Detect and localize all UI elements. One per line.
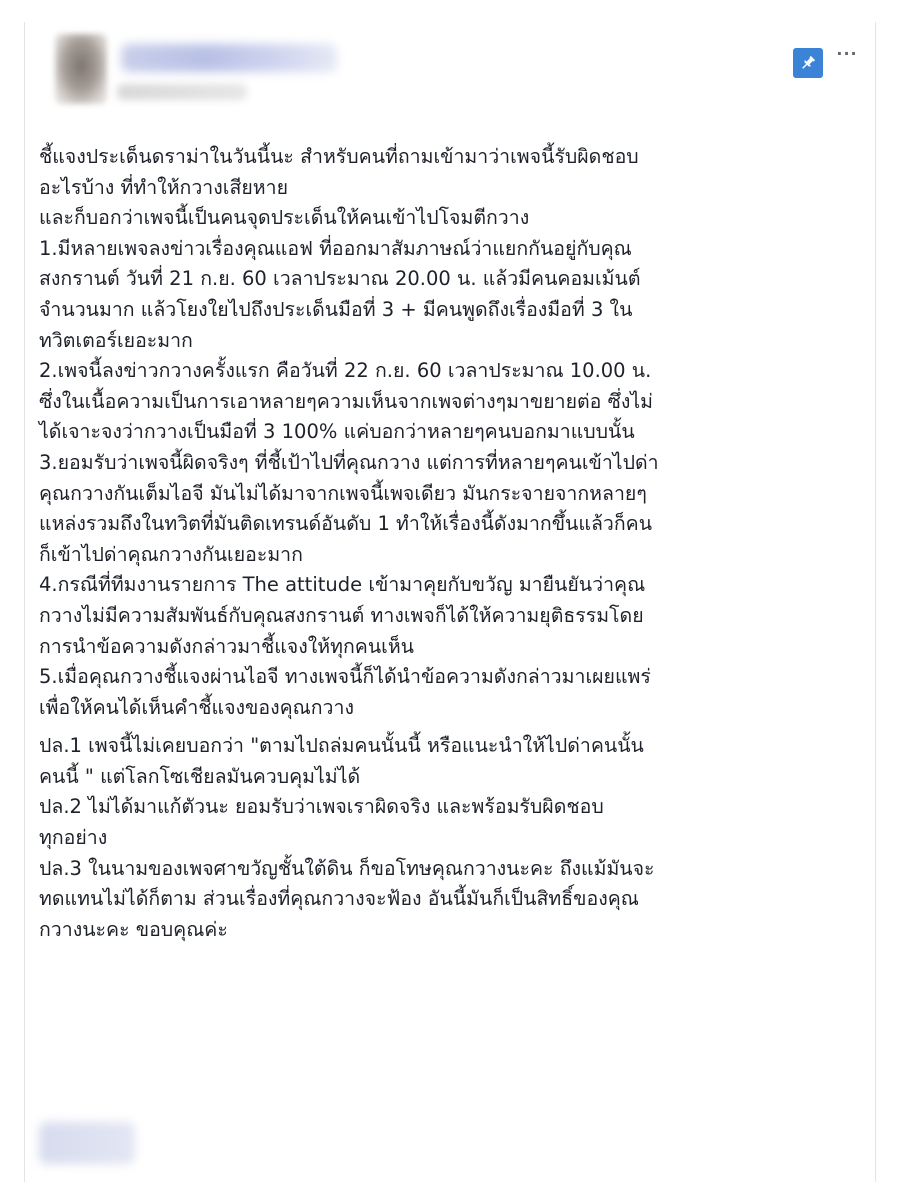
author-avatar[interactable] <box>55 34 107 104</box>
pin-button[interactable] <box>793 48 823 78</box>
post-line: เพื่อให้คนได้เห็นคำชี้แจงของคุณกวาง <box>39 695 354 719</box>
ps-line: ปล.3 ในนามของเพจศาขวัญชั้นใต้ดิน ก็ขอโทษคุณกวางนะคะ ถึงแม้มันจะ <box>39 856 655 880</box>
post-line: อะไรบ้าง ที่ทำให้กวางเสียหาย <box>39 175 288 199</box>
post-line: กวางไม่มีความสัมพันธ์กับคุณสงกรานต์ ทางเพจก็ได้ให้ความยุติธรรมโดย <box>39 603 644 627</box>
ps-line: ทดแทนไม่ได้ก็ตาม ส่วนเรื่องที่คุณกวางจะฟ้อง อันนี้มันก็เป็นสิทธิ์ของคุณ <box>39 887 639 911</box>
post-line: ได้เจาะจงว่ากวางเป็นมือที่ 3 100% แค่บอกว่าหลายๆคนบอกมาแบบนั้น <box>39 420 635 444</box>
post-line: 4.กรณีที่ทีมงานรายการ The attitude เข้ามาคุยกับขวัญ มายืนยันว่าคุณ <box>39 573 646 597</box>
post-line: แหล่งรวมถึงในทวิตที่มันติดเทรนด์อันดับ 1 ทำให้เรื่องนี้ดังมากขึ้นแล้วก็คน <box>39 512 653 536</box>
post-line: การนำข้อความดังกล่าวมาชี้แจงให้ทุกคนเห็น <box>39 634 415 658</box>
post-line: 2.เพจนี้ลงข่าวกวางครั้งแรก คือวันที่ 22 ก.ย. 60 เวลาประมาณ 10.00 น. <box>39 359 652 383</box>
more-options-button[interactable] <box>833 42 861 66</box>
reactions-blurred[interactable] <box>39 1122 135 1164</box>
author-name-blurred[interactable] <box>121 44 337 72</box>
paragraph-gap <box>39 723 871 731</box>
post-card <box>24 22 876 1182</box>
post-line: ทวิตเตอร์เยอะมาก <box>39 328 193 352</box>
post-timestamp-blurred[interactable] <box>117 84 247 100</box>
ps-line: ทุกอย่าง <box>39 826 108 850</box>
post-line: คุณกวางกันเต็มไอจี มันไม่ได้มาจากเพจนี้เพจเดียว มันกระจายจากหลายๆ <box>39 481 647 505</box>
post-line: 3.ยอมรับว่าเพจนี้ผิดจริงๆ ที่ชี้เป้าไปที่คุณกวาง แต่การที่หลายๆคนเข้าไปด่า <box>39 450 659 474</box>
post-line: สงกรานต์ วันที่ 21 ก.ย. 60 เวลาประมาณ 20.00 น. แล้วมีคนคอมเม้นต์ <box>39 267 641 291</box>
post-line: จำนวนมาก แล้วโยงใยไปถึงประเด็นมือที่ 3 + มีคนพูดถึงเรื่องมือที่ 3 ใน <box>39 297 633 321</box>
ps-line: กวางนะคะ ขอบคุณค่ะ <box>39 917 228 941</box>
post-line: ชี้แจงประเด็นดราม่าในวันนี้นะ สำหรับคนที่ถามเข้ามาว่าเพจนี้รับผิดชอบ <box>39 145 639 168</box>
pin-icon <box>799 54 817 72</box>
post-line: 5.เมื่อคุณกวางชี้แจงผ่านไอจี ทางเพจนี้ก็ได้นำข้อความดังกล่าวมาเผยแพร่ <box>39 665 651 689</box>
ps-line: ปล.1 เพจนี้ไม่เคยบอกว่า "ตามไปถล่มคนนั้นนี้ หรือแนะนำให้ไปด่าคนนั้น <box>39 734 644 758</box>
post-line: และก็บอกว่าเพจนี้เป็นคนจุดประเด็นให้คนเข้าไปโจมตีกวาง <box>39 206 530 230</box>
post-body <box>39 142 871 945</box>
post-line: 1.มีหลายเพจลงข่าวเรื่องคุณแอฟ ที่ออกมาสัมภาษณ์ว่าแยกกันอยู่กับคุณ <box>39 236 632 260</box>
post-line: ซึ่งในเนื้อความเป็นการเอาหลายๆความเห็นจากเพจต่างๆมาขยายต่อ ซึ่งไม่ <box>39 389 654 413</box>
more-icon: ··· <box>836 44 858 63</box>
post-line: ก็เข้าไปด่าคุณกวางกันเยอะมาก <box>39 542 303 566</box>
ps-line: ปล.2 ไม่ได้มาแก้ตัวนะ ยอมรับว่าเพจเราผิดจริง และพร้อมรับผิดชอบ <box>39 795 604 819</box>
ps-line: คนนี้ " แต่โลกโซเชียลมันควบคุมไม่ได้ <box>39 764 361 788</box>
